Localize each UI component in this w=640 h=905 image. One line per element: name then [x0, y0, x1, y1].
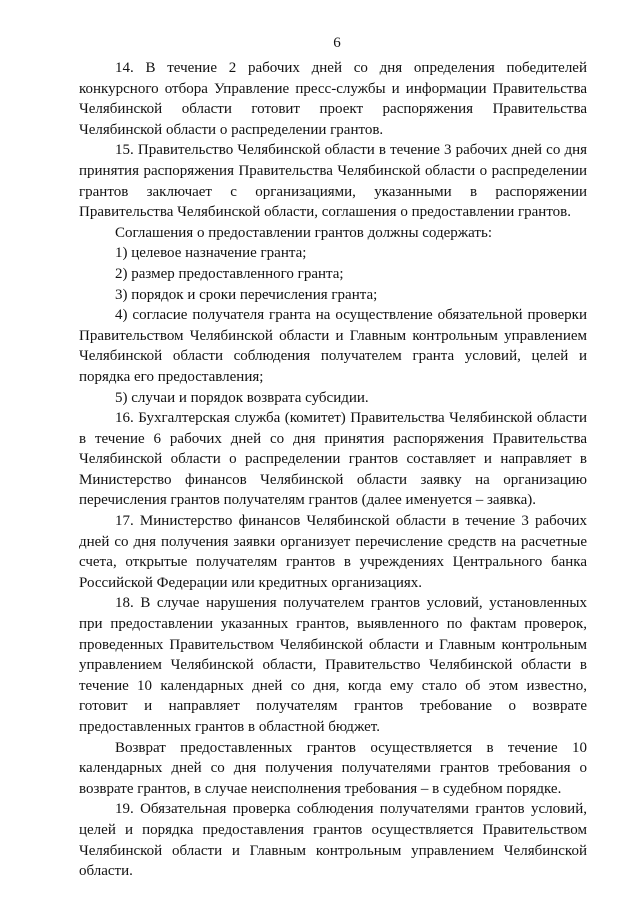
- list-item-4: 4) согласие получателя гранта на осуществление обязательной проверки Правительством Челябинской области и Главным контрольным управлением Челябинской области соблюдения получателем гранта условий, целей и порядка его предоставления;: [79, 307, 587, 385]
- paragraph-19: 19. Обязательная проверка соблюдения получателями грантов условий, целей и порядка предоставления грантов осуществляется Правительством Челябинской области и Главным контрольным управлением Челябинской области.: [79, 801, 587, 880]
- paragraph-14: 14. В течение 2 рабочих дней со дня определения победителей конкурсного отбора Управление пресс-службы и информации Правительства Челябинской области готовит проект распоряжения Правительства Челябинской области о распределении грантов.: [79, 60, 587, 138]
- list-item-2: 2) размер предоставленного гранта;: [115, 265, 344, 282]
- paragraph-18: 18. В случае нарушения получателем грантов условий, установленных при предоставлении указанных грантов, выявленного по фактам проверок, проведенных Правительством Челябинской области и Главным контрольным управлением Челябинской области, Правительство Челябинской области в течение 10 календарных дней со дня, когда ему стало об этом известно, готовит и направляет получателям грантов требование о возврате предоставленных грантов в областной бюджет.: [79, 595, 587, 735]
- list-item-1: 1) целевое назначение гранта;: [115, 245, 307, 262]
- list-item-3: 3) порядок и сроки перечисления гранта;: [115, 286, 378, 303]
- paragraph-17: 17. Министерство финансов Челябинской области в течение 3 рабочих дней со дня получения заявки организует перечисление средств на расчетные счета, открытые получателям грантов в учреждениях Центрального банка Российской Федерации или кредитных организациях.: [79, 513, 587, 591]
- list-item-5: 5) случаи и порядок возврата субсидии.: [115, 389, 369, 406]
- paragraph-refund: Возврат предоставленных грантов осуществляется в течение 10 календарных дней со дня получения получателями грантов требования о возврате грантов, в случае неисполнения требования – в судебном порядке.: [79, 739, 587, 797]
- paragraph-16: 16. Бухгалтерская служба (комитет) Правительства Челябинской области в течение 6 рабочих дней со дня принятия распоряжения Правительства Челябинской области о распределении грантов составляет и направляет в Министерство финансов Челябинской области заявку на организацию перечисления грантов получателям грантов (далее именуется – заявка).: [79, 410, 587, 509]
- page-number: 6: [333, 35, 341, 51]
- paragraph-agreement-contents: Соглашения о предоставлении грантов должны содержать:: [115, 224, 492, 241]
- document-page: [79, 34, 587, 882]
- paragraph-15: 15. Правительство Челябинской области в течение 3 рабочих дней со дня принятия распоряжения Правительства Челябинской области о распределении грантов заключает с организациями, указанными в распоряжении Правительства Челябинской области, соглашения о предоставлении грантов.: [79, 142, 587, 221]
